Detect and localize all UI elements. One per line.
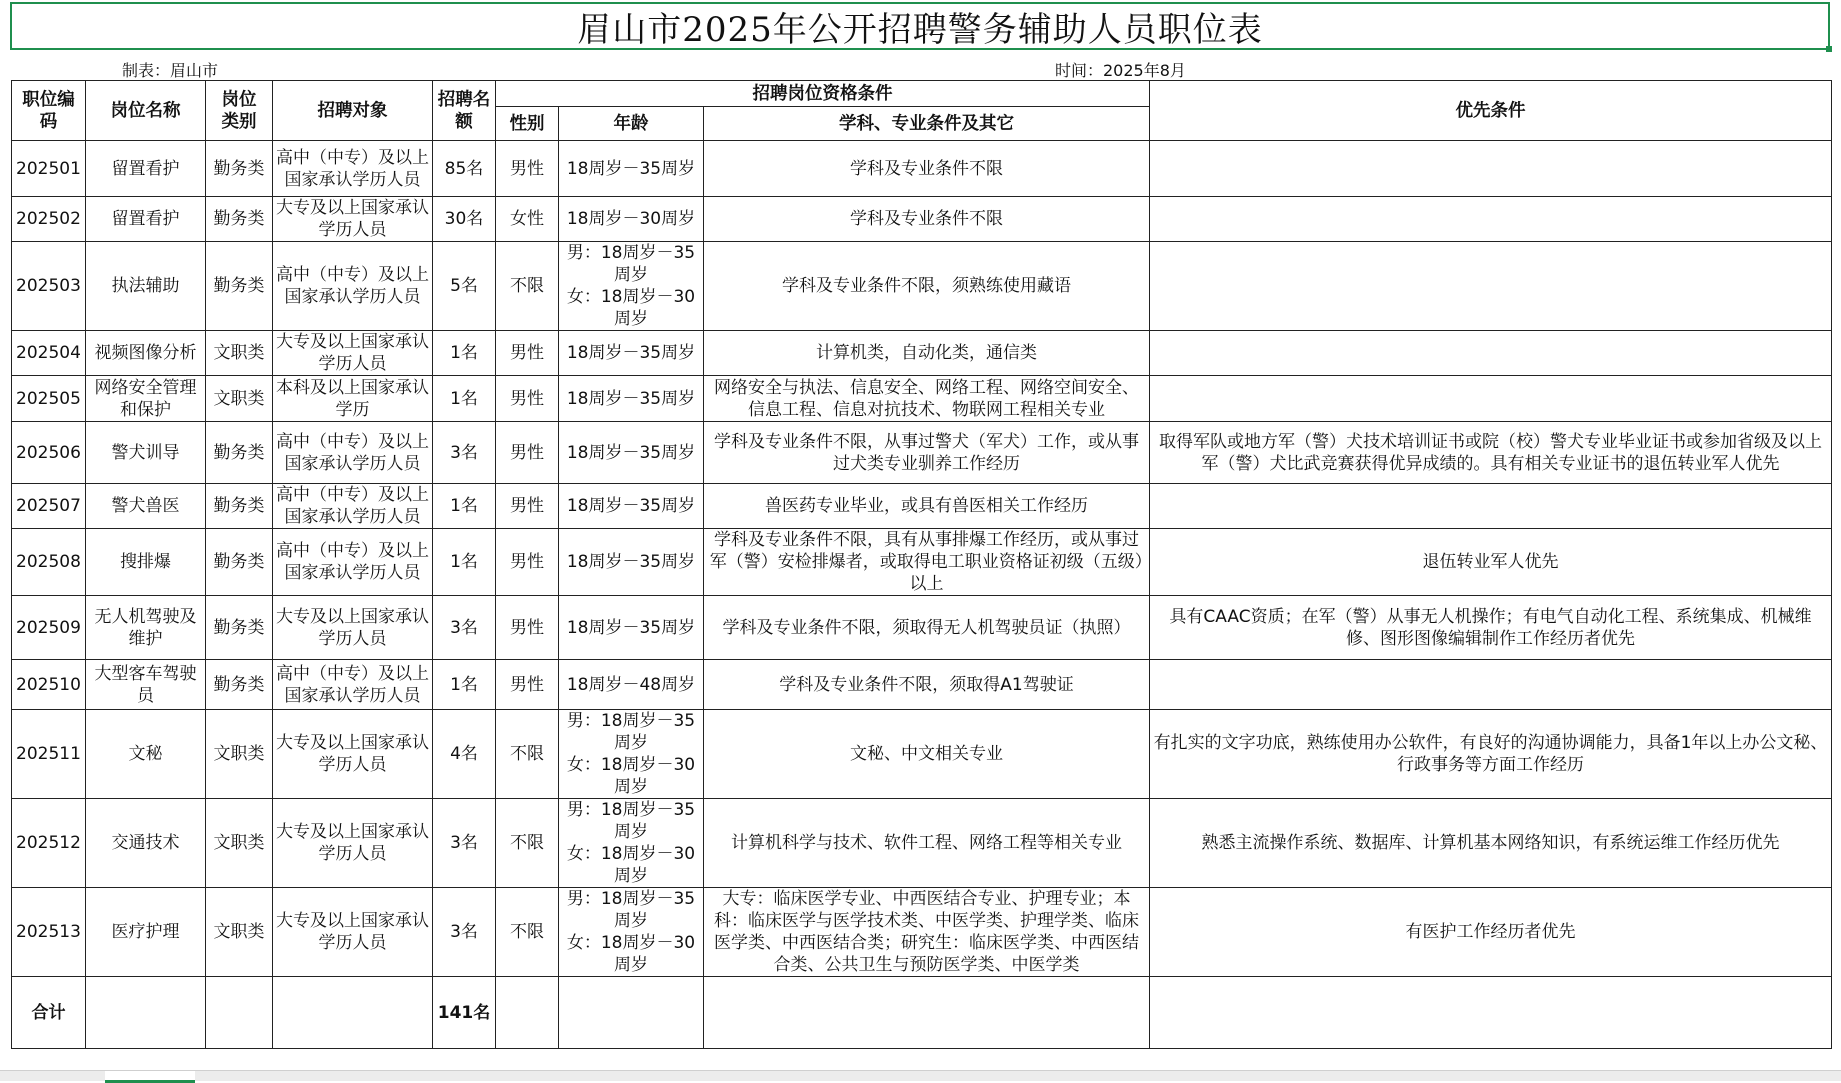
cell-age[interactable]: 男：18周岁－35周岁 女：18周岁－30周岁 bbox=[559, 888, 704, 977]
cell-name[interactable]: 警犬兽医 bbox=[86, 484, 206, 529]
cell-category[interactable]: 勤务类 bbox=[206, 596, 273, 660]
cell-count[interactable]: 1名 bbox=[433, 529, 496, 596]
cell-major[interactable]: 学科及专业条件不限，须取得A1驾驶证 bbox=[704, 660, 1150, 710]
cell-code[interactable]: 202506 bbox=[12, 422, 86, 484]
empty-cell[interactable] bbox=[496, 977, 559, 1049]
cell-code[interactable]: 202509 bbox=[12, 596, 86, 660]
cell-category[interactable]: 勤务类 bbox=[206, 141, 273, 197]
header-code: 职位编码 bbox=[12, 81, 86, 141]
maker-label: 制表：眉山市 bbox=[122, 61, 219, 80]
cell-name[interactable]: 交通技术 bbox=[86, 799, 206, 888]
cell-priority[interactable] bbox=[1150, 141, 1832, 197]
header-priority: 优先条件 bbox=[1150, 81, 1832, 141]
cell-name[interactable]: 执法辅助 bbox=[86, 242, 206, 331]
title-cell[interactable] bbox=[10, 2, 1830, 50]
cell-target[interactable]: 大专及以上国家承认学历人员 bbox=[273, 888, 433, 977]
table-row bbox=[12, 376, 1832, 422]
total-label[interactable]: 合计 bbox=[12, 977, 86, 1049]
header-qualifications: 招聘岗位资格条件 bbox=[496, 81, 1150, 107]
cell-major[interactable]: 兽医药专业毕业，或具有兽医相关工作经历 bbox=[704, 484, 1150, 529]
position-table bbox=[11, 80, 1832, 1049]
cell-gender[interactable]: 男性 bbox=[496, 376, 559, 422]
cell-age[interactable]: 18周岁－35周岁 bbox=[559, 596, 704, 660]
table-row bbox=[12, 710, 1832, 799]
cell-code[interactable]: 202503 bbox=[12, 242, 86, 331]
cell-age[interactable]: 男：18周岁－35周岁 女：18周岁－30周岁 bbox=[559, 242, 704, 331]
cell-code[interactable]: 202505 bbox=[12, 376, 86, 422]
cell-priority[interactable]: 具有CAAC资质；在军（警）从事无人机操作；有电气自动化工程、系统集成、机械维修、图形图像编辑制作工作经历者优先 bbox=[1150, 596, 1832, 660]
cell-priority[interactable]: 退伍转业军人优先 bbox=[1150, 529, 1832, 596]
cell-count[interactable]: 1名 bbox=[433, 484, 496, 529]
cell-priority[interactable] bbox=[1150, 484, 1832, 529]
cell-category[interactable]: 勤务类 bbox=[206, 197, 273, 242]
empty-cell[interactable] bbox=[1150, 977, 1832, 1049]
cell-count[interactable]: 4名 bbox=[433, 710, 496, 799]
cell-age[interactable]: 男：18周岁－35周岁 女：18周岁－30周岁 bbox=[559, 710, 704, 799]
cell-major[interactable]: 网络安全与执法、信息安全、网络工程、网络空间安全、信息工程、信息对抗技术、物联网工程相关专业 bbox=[704, 376, 1150, 422]
cell-target[interactable]: 大专及以上国家承认学历人员 bbox=[273, 197, 433, 242]
cell-code[interactable]: 202513 bbox=[12, 888, 86, 977]
header-category: 岗位类别 bbox=[206, 81, 273, 141]
header-name: 岗位名称 bbox=[86, 81, 206, 141]
cell-gender[interactable]: 男性 bbox=[496, 484, 559, 529]
cell-target[interactable]: 高中（中专）及以上国家承认学历人员 bbox=[273, 422, 433, 484]
cell-major[interactable]: 学科及专业条件不限，须取得无人机驾驶员证（执照） bbox=[704, 596, 1150, 660]
table-row bbox=[12, 799, 1832, 888]
cell-target[interactable]: 高中（中专）及以上国家承认学历人员 bbox=[273, 529, 433, 596]
cell-target[interactable]: 大专及以上国家承认学历人员 bbox=[273, 331, 433, 376]
page-title: 眉山市2025年公开招聘警务辅助人员职位表 bbox=[577, 9, 1263, 50]
cell-gender[interactable]: 不限 bbox=[496, 242, 559, 331]
cell-gender[interactable]: 男性 bbox=[496, 422, 559, 484]
cell-name[interactable]: 视频图像分析 bbox=[86, 331, 206, 376]
cell-category[interactable]: 勤务类 bbox=[206, 242, 273, 331]
table-row bbox=[12, 141, 1832, 197]
cell-target[interactable]: 高中（中专）及以上国家承认学历人员 bbox=[273, 484, 433, 529]
cell-name[interactable]: 医疗护理 bbox=[86, 888, 206, 977]
cell-category[interactable]: 勤务类 bbox=[206, 529, 273, 596]
cell-category[interactable]: 勤务类 bbox=[206, 660, 273, 710]
cell-code[interactable]: 202510 bbox=[12, 660, 86, 710]
cell-major[interactable]: 学科及专业条件不限 bbox=[704, 197, 1150, 242]
header-target: 招聘对象 bbox=[273, 81, 433, 141]
cell-category[interactable]: 文职类 bbox=[206, 710, 273, 799]
cell-major[interactable]: 大专：临床医学专业、中西医结合专业、护理专业；本科：临床医学与医学技术类、中医学类、护理学类、临床医学类、中西医结合类；研究生：临床医学类、中西医结合类、公共卫生与预防医学类、中医学类 bbox=[704, 888, 1150, 977]
cell-priority[interactable] bbox=[1150, 331, 1832, 376]
cell-age[interactable]: 18周岁－30周岁 bbox=[559, 197, 704, 242]
table-row bbox=[12, 596, 1832, 660]
cell-count[interactable]: 5名 bbox=[433, 242, 496, 331]
cell-name[interactable]: 留置看护 bbox=[86, 141, 206, 197]
cell-gender[interactable]: 男性 bbox=[496, 660, 559, 710]
cell-code[interactable]: 202504 bbox=[12, 331, 86, 376]
table-row bbox=[12, 422, 1832, 484]
cell-priority[interactable]: 有扎实的文字功底，熟练使用办公软件，有良好的沟通协调能力，具备1年以上办公文秘、行政事务等方面工作经历 bbox=[1150, 710, 1832, 799]
cell-major[interactable]: 学科及专业条件不限 bbox=[704, 141, 1150, 197]
cell-age[interactable]: 18周岁－35周岁 bbox=[559, 331, 704, 376]
cell-major[interactable]: 计算机科学与技术、软件工程、网络工程等相关专业 bbox=[704, 799, 1150, 888]
cell-category[interactable]: 勤务类 bbox=[206, 484, 273, 529]
cell-code[interactable]: 202507 bbox=[12, 484, 86, 529]
cell-age[interactable]: 18周岁－35周岁 bbox=[559, 422, 704, 484]
cell-count[interactable]: 3名 bbox=[433, 596, 496, 660]
time-label: 时间：2025年8月 bbox=[1055, 61, 1186, 80]
cell-category[interactable]: 文职类 bbox=[206, 331, 273, 376]
cell-name[interactable]: 大型客车驾驶员 bbox=[86, 660, 206, 710]
sheet-tab[interactable] bbox=[105, 1071, 195, 1083]
cell-count[interactable]: 3名 bbox=[433, 888, 496, 977]
cell-priority[interactable] bbox=[1150, 242, 1832, 331]
cell-name[interactable]: 无人机驾驶及维护 bbox=[86, 596, 206, 660]
empty-cell[interactable] bbox=[559, 977, 704, 1049]
cell-age[interactable]: 18周岁－35周岁 bbox=[559, 484, 704, 529]
total-row bbox=[12, 977, 1832, 1049]
cell-age[interactable]: 18周岁－48周岁 bbox=[559, 660, 704, 710]
cell-major[interactable]: 学科及专业条件不限，从事过警犬（军犬）工作，或从事过犬类专业驯养工作经历 bbox=[704, 422, 1150, 484]
header-age: 年龄 bbox=[559, 107, 704, 141]
cell-count[interactable]: 1名 bbox=[433, 376, 496, 422]
cell-category[interactable]: 文职类 bbox=[206, 799, 273, 888]
cell-major[interactable]: 学科及专业条件不限，须熟练使用藏语 bbox=[704, 242, 1150, 331]
table-row bbox=[12, 242, 1832, 331]
cell-gender[interactable]: 男性 bbox=[496, 529, 559, 596]
cell-name[interactable]: 警犬训导 bbox=[86, 422, 206, 484]
cell-major[interactable]: 文秘、中文相关专业 bbox=[704, 710, 1150, 799]
cell-age[interactable]: 男：18周岁－35周岁 女：18周岁－30周岁 bbox=[559, 799, 704, 888]
cell-name[interactable]: 留置看护 bbox=[86, 197, 206, 242]
cell-name[interactable]: 文秘 bbox=[86, 710, 206, 799]
table-row bbox=[12, 331, 1832, 376]
cell-count[interactable]: 1名 bbox=[433, 331, 496, 376]
cell-name[interactable]: 搜排爆 bbox=[86, 529, 206, 596]
cell-code[interactable]: 202512 bbox=[12, 799, 86, 888]
cell-target[interactable]: 本科及以上国家承认学历 bbox=[273, 376, 433, 422]
cell-gender[interactable]: 男性 bbox=[496, 596, 559, 660]
cell-age[interactable]: 18周岁－35周岁 bbox=[559, 141, 704, 197]
cell-gender[interactable]: 不限 bbox=[496, 799, 559, 888]
cell-code[interactable]: 202501 bbox=[12, 141, 86, 197]
sheet-tab-bar bbox=[0, 1070, 1841, 1081]
selection-handle[interactable] bbox=[1826, 46, 1832, 52]
cell-major[interactable]: 学科及专业条件不限，具有从事排爆工作经历，或从事过军（警）安检排爆者，或取得电工职业资格证初级（五级）以上 bbox=[704, 529, 1150, 596]
header-major: 学科、专业条件及其它 bbox=[704, 107, 1150, 141]
cell-target[interactable]: 高中（中专）及以上国家承认学历人员 bbox=[273, 660, 433, 710]
cell-category[interactable]: 文职类 bbox=[206, 888, 273, 977]
cell-priority[interactable] bbox=[1150, 376, 1832, 422]
table-row bbox=[12, 529, 1832, 596]
cell-count[interactable]: 85名 bbox=[433, 141, 496, 197]
cell-target[interactable]: 大专及以上国家承认学历人员 bbox=[273, 799, 433, 888]
header-count: 招聘名额 bbox=[433, 81, 496, 141]
empty-cell[interactable] bbox=[86, 977, 206, 1049]
cell-age[interactable]: 18周岁－35周岁 bbox=[559, 529, 704, 596]
cell-priority[interactable]: 熟悉主流操作系统、数据库、计算机基本网络知识，有系统运维工作经历优先 bbox=[1150, 799, 1832, 888]
table-row bbox=[12, 660, 1832, 710]
cell-count[interactable]: 3名 bbox=[433, 422, 496, 484]
table-row bbox=[12, 484, 1832, 529]
header-gender: 性别 bbox=[496, 107, 559, 141]
empty-cell[interactable] bbox=[273, 977, 433, 1049]
cell-priority[interactable]: 有医护工作经历者优先 bbox=[1150, 888, 1832, 977]
cell-gender[interactable]: 不限 bbox=[496, 710, 559, 799]
table-row bbox=[12, 197, 1832, 242]
cell-target[interactable]: 大专及以上国家承认学历人员 bbox=[273, 710, 433, 799]
cell-count[interactable]: 3名 bbox=[433, 799, 496, 888]
total-count[interactable]: 141名 bbox=[433, 977, 496, 1049]
cell-code[interactable]: 202508 bbox=[12, 529, 86, 596]
cell-gender[interactable]: 男性 bbox=[496, 141, 559, 197]
cell-major[interactable]: 计算机类，自动化类，通信类 bbox=[704, 331, 1150, 376]
cell-category[interactable]: 文职类 bbox=[206, 376, 273, 422]
cell-gender[interactable]: 女性 bbox=[496, 197, 559, 242]
cell-name[interactable]: 网络安全管理和保护 bbox=[86, 376, 206, 422]
empty-cell[interactable] bbox=[206, 977, 273, 1049]
cell-priority[interactable] bbox=[1150, 660, 1832, 710]
cell-gender[interactable]: 男性 bbox=[496, 331, 559, 376]
cell-gender[interactable]: 不限 bbox=[496, 888, 559, 977]
cell-target[interactable]: 高中（中专）及以上国家承认学历人员 bbox=[273, 242, 433, 331]
cell-code[interactable]: 202511 bbox=[12, 710, 86, 799]
cell-priority[interactable] bbox=[1150, 197, 1832, 242]
cell-count[interactable]: 30名 bbox=[433, 197, 496, 242]
cell-code[interactable]: 202502 bbox=[12, 197, 86, 242]
cell-age[interactable]: 18周岁－35周岁 bbox=[559, 376, 704, 422]
cell-category[interactable]: 勤务类 bbox=[206, 422, 273, 484]
cell-count[interactable]: 1名 bbox=[433, 660, 496, 710]
cell-target[interactable]: 高中（中专）及以上国家承认学历人员 bbox=[273, 141, 433, 197]
cell-priority[interactable]: 取得军队或地方军（警）犬技术培训证书或院（校）警犬专业毕业证书或参加省级及以上军（警）犬比武竞赛获得优异成绩的。具有相关专业证书的退伍转业军人优先 bbox=[1150, 422, 1832, 484]
empty-cell[interactable] bbox=[704, 977, 1150, 1049]
cell-target[interactable]: 大专及以上国家承认学历人员 bbox=[273, 596, 433, 660]
table-row bbox=[12, 888, 1832, 977]
